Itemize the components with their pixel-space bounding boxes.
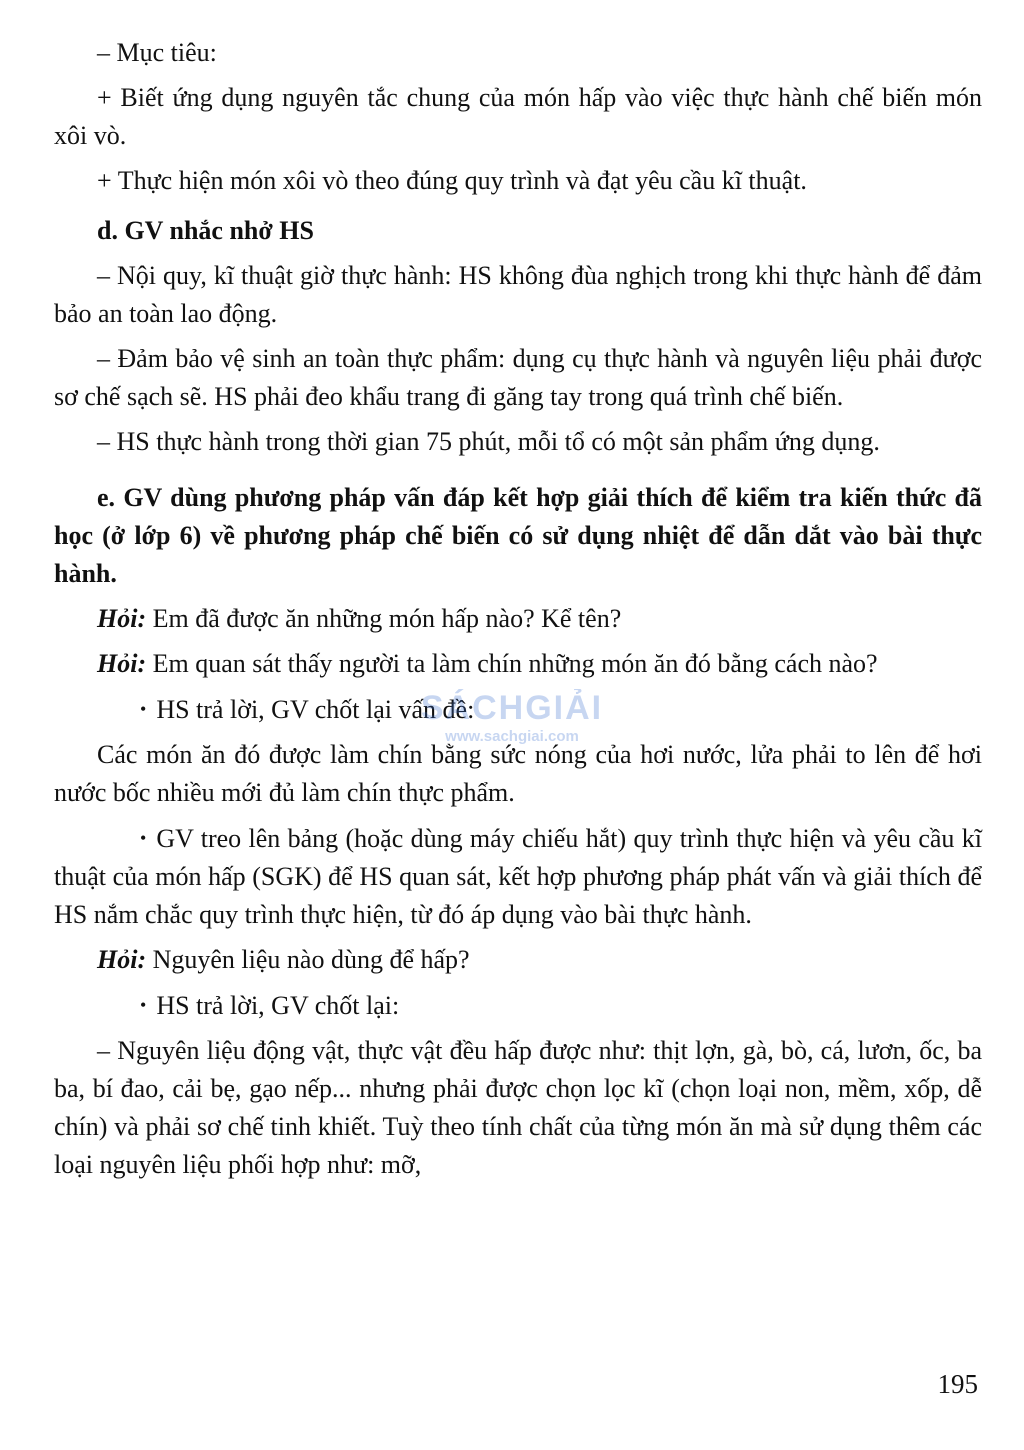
rule-paragraph-2: – Đảm bảo vệ sinh an toàn thực phẩm: dụng cụ thực hành và nguyên liệu phải được sơ chế sạch sẽ. HS phải đeo khẩu trang đi găng tay trong quá trình chế biến. — [54, 344, 982, 411]
bullet-icon: • — [140, 699, 147, 719]
question-3 — [54, 941, 982, 979]
question-label: Hỏi: — [97, 604, 147, 633]
rule-paragraph-3: – HS thực hành trong thời gian 75 phút, mỗi tổ có một sản phẩm ứng dụng. — [97, 427, 880, 456]
rule-paragraph-1: – Nội quy, kĩ thuật giờ thực hành: HS không đùa nghịch trong khi thực hành để đảm bảo an toàn lao động. — [54, 261, 982, 328]
bullet-text: HS trả lời, GV chốt lại vấn đề: — [156, 695, 475, 724]
bullet-text: GV treo lên bảng (hoặc dùng máy chiếu hắt) quy trình thực hiện và yêu cầu kĩ thuật của món hấp (SGK) để HS quan sát, kết hợp phương pháp phát vấn và giải thích để HS nắm chắc quy trình thực hiện, từ đó áp dụng vào bài thực hành. — [54, 824, 982, 929]
bullet-paragraph-3 — [54, 986, 982, 1025]
question-label: Hỏi: — [97, 649, 147, 678]
question-label: Hỏi: — [97, 945, 147, 974]
watermark-url: www.sachgiai.com — [445, 728, 579, 745]
bullet-icon: • — [140, 995, 147, 1015]
bullet-icon: • — [140, 828, 147, 848]
bullet-text: HS trả lời, GV chốt lại: — [156, 991, 400, 1020]
question-2 — [54, 645, 982, 683]
question-text: Em đã được ăn những món hấp nào? Kể tên? — [152, 604, 622, 633]
objective-item-1: + Biết ứng dụng nguyên tắc chung của món hấp vào việc thực hành chế biến món xôi vò. — [54, 83, 982, 150]
question-text: Nguyên liệu nào dùng để hấp? — [152, 945, 470, 974]
section-heading-d: d. GV nhắc nhở HS — [97, 216, 314, 245]
question-1 — [54, 600, 982, 638]
objective-label: – Mục tiêu: — [97, 38, 217, 67]
page-content — [54, 34, 982, 1191]
bullet-paragraph-1 — [54, 690, 982, 729]
objective-item-2: + Thực hiện món xôi vò theo đúng quy trình và đạt yêu cầu kĩ thuật. — [97, 166, 807, 195]
answer-paragraph: Các món ăn đó được làm chín bằng sức nóng của hơi nước, lửa phải to lên để hơi nước bốc nhiều mới đủ làm chín thực phẩm. — [54, 740, 982, 807]
page-number: 195 — [937, 1369, 978, 1399]
watermark-logo-text: SÁCHGIẢI — [420, 689, 604, 727]
question-text: Em quan sát thấy người ta làm chín những món ăn đó bằng cách nào? — [152, 649, 878, 678]
bullet-paragraph-2 — [54, 819, 982, 934]
section-heading-e: e. GV dùng phương pháp vấn đáp kết hợp giải thích để kiểm tra kiến thức đã học (ở lớp 6) về phương pháp chế biến có sử dụng nhiệt để dẫn dắt vào bài thực hành. — [54, 483, 982, 588]
ingredients-paragraph: – Nguyên liệu động vật, thực vật đều hấp được như: thịt lợn, gà, bò, cá, lươn, ốc, ba ba, bí đao, cải bẹ, gạo nếp... nhưng phải được chọn lọc kĩ (chọn loại non, mềm, xốp, dễ chín) và phải sơ chế tinh khiết. Tuỳ theo tính chất của từng món ăn mà sử dụng thêm các loại nguyên liệu phối hợp như: mỡ, — [54, 1036, 982, 1179]
